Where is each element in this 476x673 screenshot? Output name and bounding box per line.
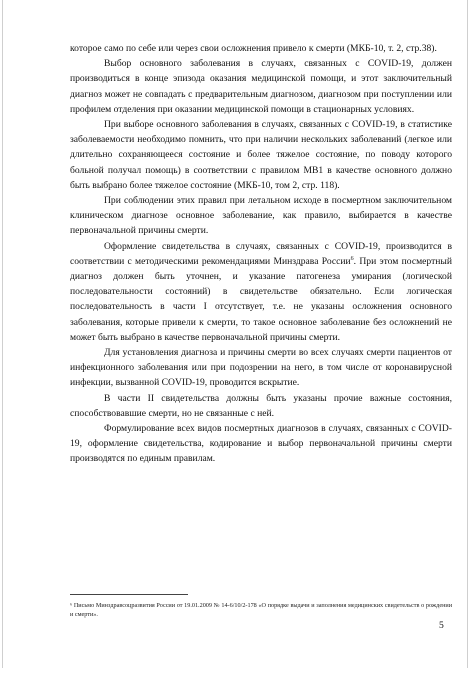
footnote: ⁶ Письмо Минздравсоцразвития России от 19.01.2009 № 14-6/10/2-178 «О порядке выдачи и заполнения медицинских свидетельств о рождении и смерти». <box>70 602 452 618</box>
body-text <box>70 41 452 467</box>
footnote-marker[interactable]: 6 <box>350 255 354 262</box>
paragraph-8: Формулирование всех видов посмертных диагнозов в случаях, связанных с COVID-19, оформление свидетельства, кодирование и выбор первоначальной причины смерти производятся по единым правилам. <box>70 423 452 465</box>
paragraph-4: При соблюдении этих правил при летальном исходе в посмертном заключительном клиническом диагнозе основное заболевание, как правило, выбирается в качестве первоначальной причины смерти. <box>70 195 452 237</box>
paragraph-5 <box>70 239 452 345</box>
paragraph-6: Для установления диагноза и причины смерти во всех случаях смерти пациентов от инфекционного заболевания или при подозрении на него, в том числе от коронавирусной инфекции, вызванной COVID-19, проводится вскрытие. <box>70 347 452 389</box>
footnote-divider <box>70 594 188 595</box>
paragraph-5-text: Оформление свидетельства в случаях, связанных с COVID-19, производится в соответствии с методическими рекомендациями Минздрава России <box>70 240 452 267</box>
page-number: 5 <box>439 620 444 631</box>
paragraph-3: При выборе основного заболевания в случаях, связанных с COVID-19, в статистике заболеваемости необходимо помнить, что при наличии нескольких заболеваний (легкое или длительно сохраняющееся состояние и более тяжелое состояние, по поводу которого больной получал помощь) в соответствии с правилом MB1 в качестве основного должно быть выбрано более тяжелое состояние (МКБ-10, том 2, стр. 118). <box>70 119 452 191</box>
paragraph-7: В части II свидетельства должны быть указаны прочие важные состояния, способствовавшие смерти, но не связанные с ней. <box>70 392 452 419</box>
paragraph-1: которое само по себе или через свои осложнения привело к смерти (МКБ-10, т. 2, стр.38). <box>70 43 437 54</box>
paragraph-2: Выбор основного заболевания в случаях, связанных с COVID-19, должен производиться в конце эпизода оказания медицинской помощи, и этот заключительный диагноз может не совпадать с предварительным диагнозом, диагнозом при поступлении или профилем отделения при оказании медицинской помощи в стационарных условиях. <box>70 58 452 115</box>
paragraph-5-continuation: . При этом посмертный диагноз должен быть уточнен, и указание патогенеза умирания (логической последовательности состояний) в свидетельстве обязательно. Если логическая последовательность в части I отсутствует, т.е. не указаны осложнения основного заболевания, которые привели к смерти, то такое основное заболевание без осложнений не может быть выбрано в качестве первоначальной причины смерти. <box>70 255 452 343</box>
